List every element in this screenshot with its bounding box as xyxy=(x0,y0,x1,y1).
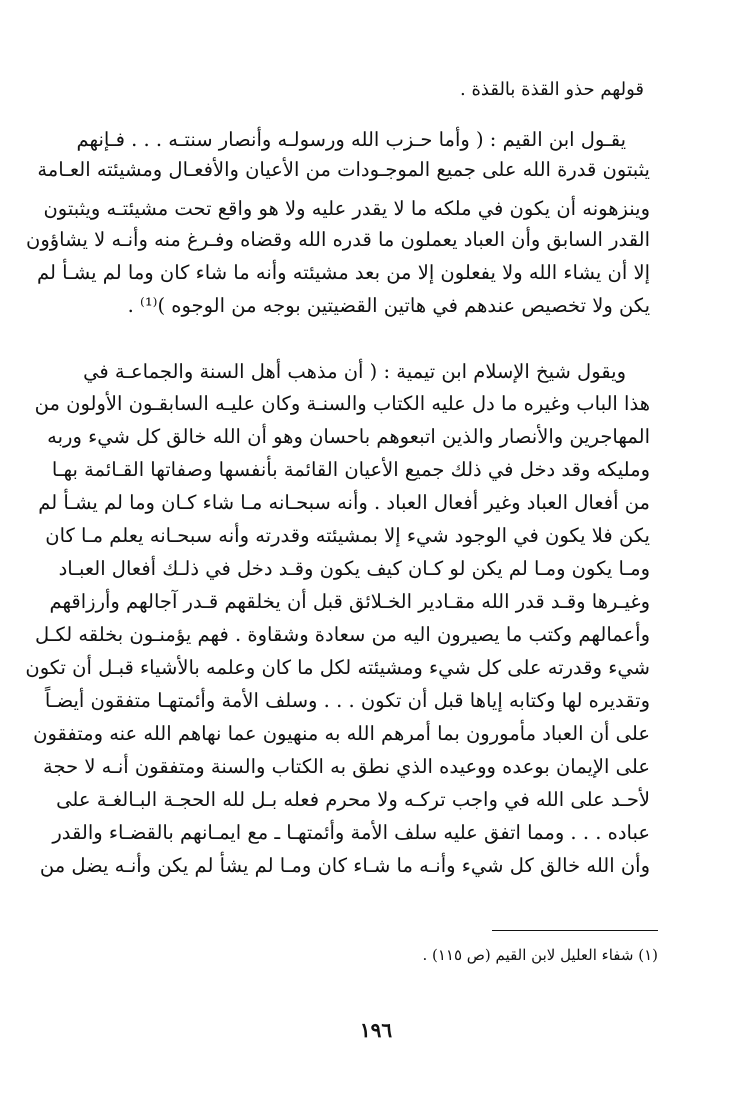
text-line: لأحـد على الله في واجب تركـه ولا محرم فعله بـل لله الحجـة البـالغـة على xyxy=(56,788,650,811)
text-line: وأن الله خالق كل شيء وأنـه ما شـاء كان ومـا لم يشأ لم يكن وأنـه يضل من xyxy=(39,854,650,877)
text-line: ومليكه وقد دخل في ذلك جميع الأعيان القائمة بأنفسها وصفاتها القـائمة بهـا xyxy=(51,458,650,481)
text-line: يكن فلا يكون في الوجود شيء إلا بمشيئته وقدرته وأنه سبحـانه يعلم مـا كان xyxy=(45,524,650,547)
text-line: القدر السابق وأن العباد يعملون ما قدره الله وقضاه وفـرغ منه وأنـه لا يشاؤون xyxy=(26,228,650,251)
text-line: وتقديره لها وكتابه إياها قبل أن تكون . . . وسلف الأمة وأئمتهـا متفقون أيضـاً xyxy=(44,689,650,712)
text-line: يكن ولا تخصيص عندهم في هاتين القضيتين بوجه من الوجوه )⁽¹⁾ . xyxy=(127,294,650,317)
text-line: ويقول شيخ الإسلام ابن تيمية : ( أن مذهب أهل السنة والجماعـة في xyxy=(83,360,626,383)
text-line: وغيـرها وقـد قدر الله مقـادير الخـلائق قبل أن يخلقهم قـدر آجالهم وأرزاقهم xyxy=(49,590,650,613)
text-line: يقـول ابن القيم : ( وأما حـزب الله ورسولـه وأنصار سنتـه . . . فـإنهم xyxy=(76,128,626,151)
page-number: ١٩٦ xyxy=(359,1018,393,1042)
footnote-divider xyxy=(492,930,658,931)
text-line: عباده . . . ومما اتفق عليه سلف الأمة وأئمتهـا ـ مع ايمـانهم بالقضـاء والقدر xyxy=(52,821,650,844)
text-line: إلا أن يشاء الله ولا يفعلون إلا من بعد مشيئته وأنه ما شاء كان وما لم يشـأ لم xyxy=(36,261,650,284)
text-line: من أفعال العباد وغير أفعال العباد . وأنه سبحـانه مـا شاء كـان وما لم يشـأ لم xyxy=(38,491,650,514)
text-line: على أن العباد مأمورون بما أمرهم الله به منهيون عما نهاهم الله عنه ومتفقون xyxy=(33,722,650,745)
running-head: قولهم حذو القذة بالقذة . xyxy=(460,79,644,100)
footnote: (١) شفاء العليل لابن القيم (ص ١١٥) . xyxy=(422,946,658,964)
text-line: هذا الباب وغيره ما دل عليه الكتاب والسنـة وكان عليـه السابقـون الأولون من xyxy=(34,392,650,415)
text-line: يثبتون قدرة الله على جميع الموجـودات من الأعيان والأفعـال ومشيئته العـامة xyxy=(37,158,650,181)
text-line: شيء وقدرته على كل شيء ومشيئته لكل ما كان وعلمه بالأشياء قبـل أن تكون xyxy=(25,656,650,679)
text-line: وينزهونه أن يكون في ملكه ما لا يقدر عليه ولا هو واقع تحت مشيئتـه ويثبتون xyxy=(43,197,650,220)
text-line: ومـا يكون ومـا لم يكن لو كـان كيف يكون وقـد دخل في ذلـك أفعال العبـاد xyxy=(58,557,650,580)
text-line: وأعمالهم وكتب ما يصيرون اليه من سعادة وشقاوة . فهم يؤمنـون بخلقه لكـل xyxy=(35,623,650,646)
text-line: على الإيمان بوعده ووعيده الذي نطق به الكتاب والسنة ومتفقون أنـه لا حجة xyxy=(43,755,650,778)
text-line: المهاجرين والأنصار والذين اتبعوهم باحسان وهو أن الله خالق كل شيء وربه xyxy=(47,425,650,448)
